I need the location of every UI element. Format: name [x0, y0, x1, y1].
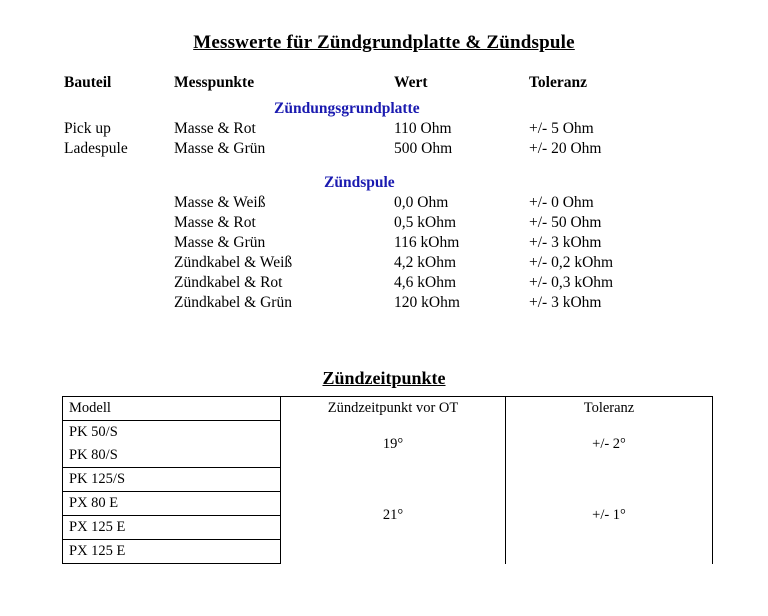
cell-points: Zündkabel & Weiß	[174, 254, 293, 271]
section-label-zuendspule: Zündspule	[324, 174, 395, 191]
cell-tolerance: +/- 5 Ohm	[529, 120, 594, 137]
timing-model: PX 80 E	[63, 492, 281, 516]
cell-points: Masse & Weiß	[174, 194, 266, 211]
timing-model: PK 80/S	[63, 444, 281, 468]
cell-value: 116 kOhm	[394, 234, 460, 251]
cell-tolerance: +/- 50 Ohm	[529, 214, 602, 231]
header-tolerance: Toleranz	[529, 74, 587, 91]
cell-value: 110 Ohm	[394, 120, 452, 137]
cell-tolerance: +/- 3 kOhm	[529, 234, 602, 251]
cell-points: Zündkabel & Grün	[174, 294, 292, 311]
timing-model: PX 125 E	[63, 516, 281, 540]
header-points: Messpunkte	[174, 74, 255, 91]
timing-tolerance-spacer	[506, 540, 713, 564]
timing-point-spacer	[281, 468, 506, 492]
cell-tolerance: +/- 0,2 kOhm	[529, 254, 614, 271]
cell-points: Masse & Grün	[174, 140, 266, 157]
page-title-timing: Zündzeitpunkte	[322, 368, 446, 388]
cell-points: Masse & Grün	[174, 234, 266, 251]
section-label-zuendungsgrundplatte: Zündungsgrundplatte	[274, 100, 420, 117]
cell-value: 4,6 kOhm	[394, 274, 456, 291]
cell-value: 0,5 kOhm	[394, 214, 456, 231]
cell-value: 120 kOhm	[394, 294, 460, 311]
timing-model: PX 125 E	[63, 540, 281, 564]
cell-tolerance: +/- 20 Ohm	[529, 140, 602, 157]
measurement-row	[64, 214, 724, 233]
timing-header-model: Modell	[63, 397, 281, 421]
measurement-row	[64, 120, 724, 139]
measurement-row	[64, 274, 724, 293]
timing-header-tolerance: Toleranz	[506, 397, 713, 421]
measurements-table	[64, 74, 724, 311]
cell-value: 0,0 Ohm	[394, 194, 449, 211]
measurement-row	[64, 254, 724, 273]
cell-points: Masse & Rot	[174, 120, 256, 137]
cell-tolerance: +/- 3 kOhm	[529, 294, 602, 311]
cell-points: Masse & Rot	[174, 214, 256, 231]
timing-tolerance: +/- 2°	[506, 421, 713, 468]
table-row	[63, 397, 713, 421]
timing-point: 21°	[281, 492, 506, 540]
measurements-header-row	[64, 74, 724, 98]
header-value: Wert	[394, 74, 428, 91]
cell-value: 500 Ohm	[394, 140, 453, 157]
cell-tolerance: +/- 0,3 kOhm	[529, 274, 614, 291]
measurement-row	[64, 140, 724, 159]
timing-tolerance-spacer	[506, 468, 713, 492]
measurement-row	[64, 234, 724, 253]
cell-component: Pick up	[64, 120, 111, 137]
table-row	[63, 540, 713, 564]
cell-component: Ladespule	[64, 140, 128, 157]
measurement-row	[64, 294, 724, 313]
header-component: Bauteil	[64, 74, 112, 91]
cell-points: Zündkabel & Rot	[174, 274, 283, 291]
timing-model: PK 50/S	[63, 421, 281, 445]
timing-header-point: Zündzeitpunkt vor OT	[281, 397, 506, 421]
timing-table	[62, 396, 713, 564]
timing-tolerance: +/- 1°	[506, 492, 713, 540]
page-title-measurements: Messwerte für Zündgrundplatte & Zündspule	[193, 32, 575, 53]
cell-value: 4,2 kOhm	[394, 254, 456, 271]
table-row	[63, 492, 713, 516]
measurement-row	[64, 194, 724, 213]
timing-point-spacer	[281, 540, 506, 564]
timing-model: PK 125/S	[63, 468, 281, 492]
table-row	[63, 468, 713, 492]
timing-point: 19°	[281, 421, 506, 468]
cell-tolerance: +/- 0 Ohm	[529, 194, 594, 211]
table-row	[63, 421, 713, 445]
